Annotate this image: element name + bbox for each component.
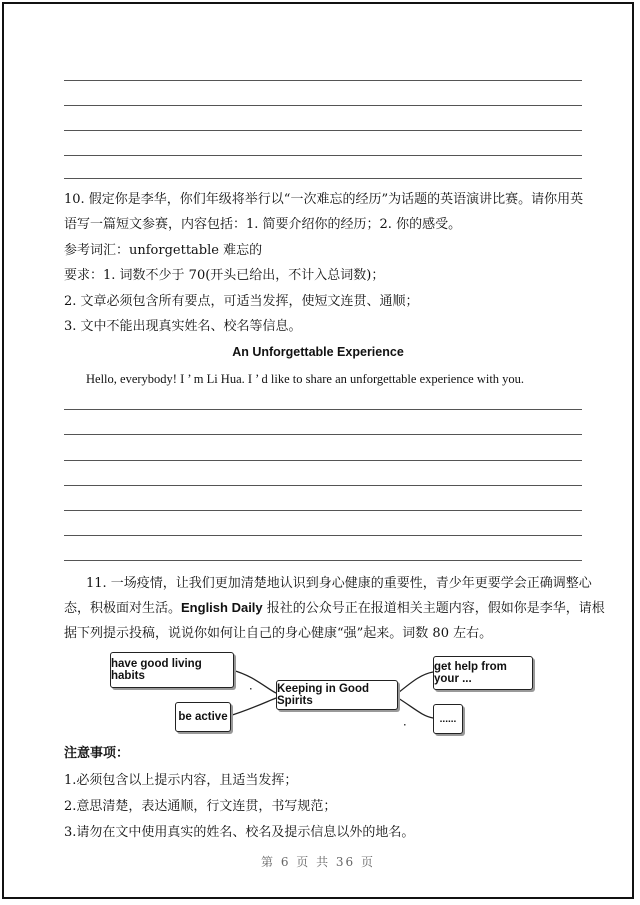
mindmap-node-label: be active (178, 711, 228, 723)
notes-heading: 注意事项： (64, 746, 130, 761)
english-daily-name: English Daily (181, 600, 263, 615)
mindmap-center-label: Keeping in Good Spirits (277, 683, 369, 707)
q10-req1: 要求：1. 词数不少于 70(开头已给出，不计入总词数)； (64, 268, 385, 283)
notes-item-2: 2.意思清楚，表达通顺，行文连贯，书写规范； (64, 799, 337, 814)
essay-title: An Unforgettable Experience (232, 345, 404, 359)
q11-line2-pre: 态，积极面对生活。 (64, 601, 182, 616)
q10-prompt-line1: 10. 假定你是李华，你们年级将举行以“一次难忘的经历”为话题的英语演讲比赛。请你用英 (64, 192, 584, 207)
notes-item-3: 3.请勿在文中使用真实的姓名、校名及提示信息以外的地名。 (64, 825, 415, 840)
mindmap-node-living-habits (110, 652, 234, 688)
q11-prompt-line3: 据下列提示投稿，说说你如何让自己的身心健康“强”起来。词数 80 左右。 (64, 626, 493, 641)
mindmap-connectors (4, 4, 636, 901)
q10-prompt-line2: 语写一篇短文参赛，内容包括：1. 简要介绍你的经历；2. 你的感受。 (64, 217, 462, 232)
mindmap-node-label: get help from your ... (434, 661, 507, 685)
mindmap-center-node (276, 680, 398, 710)
mindmap-node-label: ...... (439, 713, 457, 725)
q10-req2: 2. 文章必须包含所有要点，可适当发挥，使短文连贯、通顺； (64, 294, 419, 309)
exam-page (2, 2, 634, 899)
essay-opening: Hello, everybody! I ’ m Li Hua. I ’ d like to share an unforgettable experience with you. (86, 372, 525, 386)
mindmap-node-be-active (175, 702, 231, 732)
notes-item-1: 1.必须包含以上提示内容，且适当发挥； (64, 773, 298, 788)
q10-req3: 3. 文中不能出现真实姓名、校名等信息。 (64, 319, 302, 334)
page-number: 第 6 页 共 36 页 (261, 855, 375, 869)
q11-prompt-line1: 11. 一场疫情，让我们更加清楚地认识到身心健康的重要性，青少年更要学会正确调整心 (86, 576, 592, 591)
mindmap-node-get-help (433, 656, 533, 690)
q11-line2-post: 报社的公众号正在报道相关主题内容，假如你是李华，请根 (262, 601, 605, 616)
mindmap-node-blank (433, 704, 463, 734)
q10-vocab: 参考词汇：unforgettable 难忘的 (64, 243, 263, 258)
mindmap-node-label: have good living habits (111, 658, 202, 682)
